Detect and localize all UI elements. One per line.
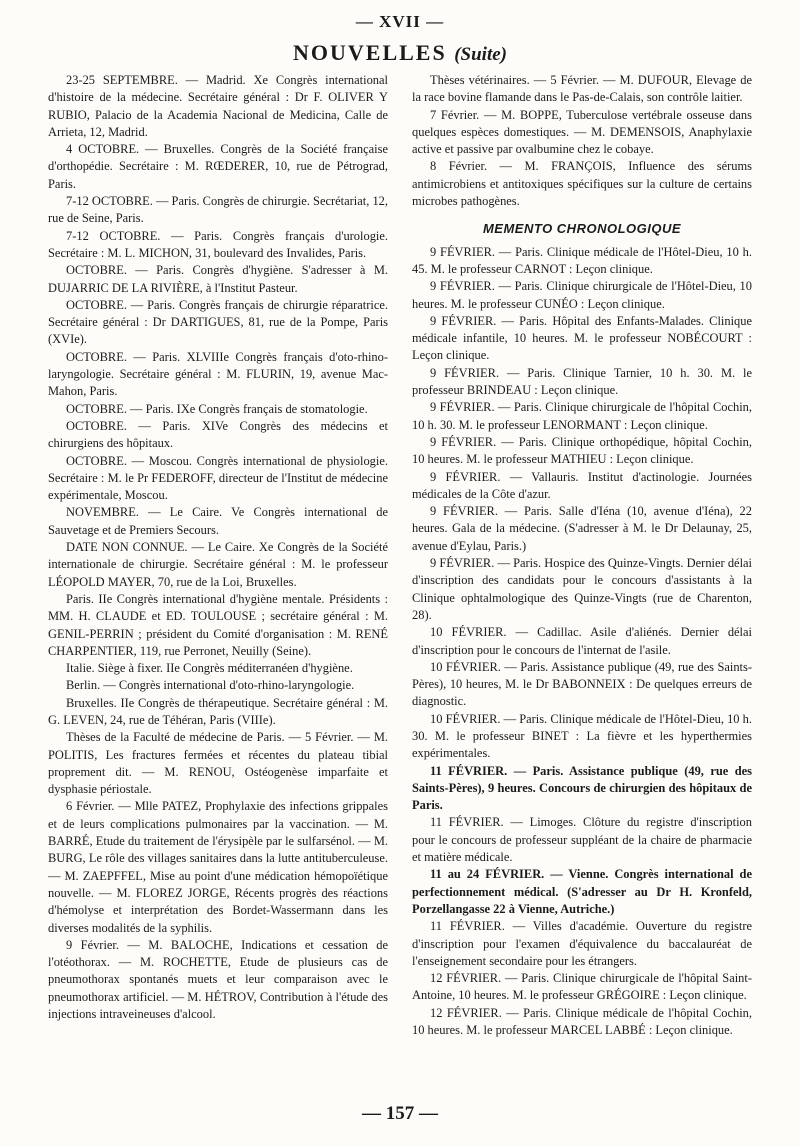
news-item: Berlin. — Congrès international d'oto-rhino-laryngologie. — [66, 678, 355, 693]
page-title — [0, 40, 800, 66]
news-item: Paris. IIe Congrès international d'hygiène mentale. Présidents : MM. H. CLAUDE et ED. TOULOUSE ; secrétaire général : M. GENIL-PERRIN ; président du Comité d'organisation : M. RENÉ CHARPENTIER, 119, rue Perronet, Neuilly (Seine). — [48, 591, 388, 658]
news-item: 23-25 SEPTEMBRE. — Madrid. Xe Congrès international d'histoire de la médecine. Secrétaire général : Dr F. OLIVER Y RUBIO, Palacio de la Academia Nacional de Medicina, Calle de Arrieta, 12, Madrid. — [48, 73, 388, 139]
news-item: Italie. Siège à fixer. IIe Congrès méditerranéen d'hygiène. — [66, 661, 353, 676]
right-column — [412, 72, 752, 1039]
memento-item: 12 FÉVRIER. — Paris. Clinique chirurgicale de l'hôpital Saint-Antoine, 10 heures. M. le professeur GRÉGOIRE : Leçon clinique. — [412, 971, 752, 1003]
news-item: OCTOBRE. — Paris. XLVIIIe Congrès français d'oto-rhino-laryngologie. Secrétaire général : M. FLURIN, 19, avenue Mac-Mahon, Paris. — [48, 349, 388, 399]
memento-item: 9 FÉVRIER. — Paris. Clinique chirurgicale de l'Hôtel-Dieu, 10 heures. M. le professeur CUNÉO : Leçon clinique. — [412, 279, 752, 311]
theses-item: 9 Février. — M. BALOCHE, Indications et cessation de l'otéothorax. — M. ROCHETTE, Etude de plusieurs cas de pneumothorax spontanés muets et leur comparaison avec le pneumothorax artificiel. — M. HÉTROV, Contribution à l'étude des injections intraveineuses d'alcool. — [48, 937, 388, 1022]
page-number-footer: — 157 — — [362, 1103, 438, 1124]
memento-item: 11 FÉVRIER. — Villes d'académie. Ouverture du registre d'inscription pour l'examen d'équivalence du baccalauréat de l'enseignement secondaire pour les étrangers. — [412, 919, 752, 968]
news-item: NOVEMBRE. — Le Caire. Ve Congrès international de Sauvetage et de Premiers Secours. — [48, 505, 388, 537]
memento-item: 9 FÉVRIER. — Paris. Salle d'Iéna (10, avenue d'Iéna), 22 heures. Gala de la médecine. (S'adresser à M. le Dr Delaunay, 25, avenue d'Eylau, Paris.) — [412, 504, 752, 553]
news-item: 7-12 OCTOBRE. — Paris. Congrès français d'urologie. Secrétaire : M. L. MICHON, 31, boulevard des Invalides, Paris. — [48, 228, 388, 260]
news-item: OCTOBRE. — Paris. XIVe Congrès des médecins et chirurgiens des hôpitaux. — [48, 418, 388, 451]
memento-item: 10 FÉVRIER. — Paris. Assistance publique (49, rue des Saints-Pères), 10 heures, M. le Dr BABONNEIX : De quelques erreurs de diagnostic. — [412, 659, 752, 709]
memento-heading: MEMENTO CHRONOLOGIQUE — [482, 221, 682, 237]
title-suffix: (Suite) — [454, 44, 507, 65]
memento-item: 11 au 24 FÉVRIER. — Vienne. Congrès international de perfectionnement médical. (S'adresser au Dr H. Kronfeld, Porzellangasse 22 à Vienne, Autriche.) — [412, 867, 752, 916]
memento-item: 11 FÉVRIER. — Paris. Assistance publique (49, rue des Saints-Pères), 9 heures. Concours de chirurgien des hôpitaux de Paris. — [412, 763, 752, 813]
page-roman-number: — XVII — — [355, 12, 445, 31]
memento-item: 11 FÉVRIER. — Limoges. Clôture du registre d'inscription pour le concours de professeur suppléant de la chaire de pharmacie et matière médicale. — [412, 815, 752, 865]
left-column — [48, 72, 388, 1023]
theses-veterinaires-item: 8 Février. — M. FRANÇOIS, Influence des sérums antimicrobiens et antitoxiques spécifiques sur la culture de certains microbes pathogènes. — [412, 159, 752, 209]
memento-item: 9 FÉVRIER. — Vallauris. Institut d'actinologie. Journées médicales de la Côte d'azur. — [412, 469, 752, 501]
news-item: OCTOBRE. — Moscou. Congrès international de physiologie. Secrétaire : M. le Pr FEDEROFF, directeur de l'Institut de médecine expérimentale, Moscou. — [48, 453, 388, 503]
news-item: OCTOBRE. — Paris. IXe Congrès français de stomatologie. — [66, 401, 368, 416]
theses-veterinaires-item: 7 Février. — M. BOPPE, Tuberculose vertébrale osseuse dans quelques espèces domestiques. — M. DEMENSOIS, Anaphylaxie active et passive par ovalbumine chez le cobaye. — [412, 107, 752, 157]
news-item: OCTOBRE. — Paris. Congrès d'hygiène. S'adresser à M. DUJARRIC DE LA RIVIÈRE, à l'Institut Pasteur. — [48, 263, 388, 295]
theses-item: 6 Février. — Mlle PATEZ, Prophylaxie des infections grippales et de leurs complications pulmonaires par la vaccination. — M. BARRÉ, Etude du traitement de l'érysipèle par le sulfarsénol. — M. BURG, Le rôle des villages sanitaires dans la lutte antituberculeuse. — M. ZAEPFFEL, Mise au point d'une médication hémopoïétique nouvelle. — M. FLOREZ JORGE, Récents progrès des réactions d'hémolyse et interprétation des Bordet-Wassermann dans les diverses modalités de la syphilis. — [48, 799, 388, 935]
memento-item: 12 FÉVRIER. — Paris. Clinique médicale de l'hôpital Cochin, 10 heures. M. le professeur MARCEL LABBÉ : Leçon clinique. — [412, 1005, 752, 1038]
news-item: 4 OCTOBRE. — Bruxelles. Congrès de la Société française d'orthopédie. Secrétaire : M. RŒDERER, 10, rue de Pétrograd, Paris. — [48, 142, 388, 191]
theses-veterinaires-item: Thèses vétérinaires. — 5 Février. — M. DUFOUR, Elevage de la race bovine flamande dans le Pas-de-Calais, son contrôle laitier. — [412, 73, 752, 105]
news-item: DATE NON CONNUE. — Le Caire. Xe Congrès de la Société internationale de chirurgie. Secrétaire général : M. le professeur LÉOPOLD MAYER, 70, rue de la Loi, Bruxelles. — [48, 540, 388, 589]
title-text: NOUVELLES — [293, 40, 447, 65]
news-item: Bruxelles. IIe Congrès de thérapeutique. Secrétaire général : M. G. LEVEN, 24, rue de Téhéran, Paris (VIIIe). — [48, 695, 388, 727]
memento-item: 9 FÉVRIER. — Paris. Clinique Tarnier, 10 h. 30. M. le professeur BRINDEAU : Leçon clinique. — [412, 365, 752, 398]
news-item: OCTOBRE. — Paris. Congrès français de chirurgie réparatrice. Secrétaire général : Dr DARTIGUES, 81, rue de la Pompe, Paris (XVIe). — [48, 297, 388, 347]
memento-item: 9 FÉVRIER. — Paris. Hôpital des Enfants-Malades. Clinique médicale infantile, 10 heures. M. le professeur NOBÉCOURT : Leçon clinique. — [412, 313, 752, 363]
memento-item: 9 FÉVRIER. — Paris. Clinique chirurgicale de l'hôpital Cochin, 10 h. 30. M. le professeur LENORMANT : Leçon clinique. — [412, 400, 752, 432]
memento-item: 9 FÉVRIER. — Paris. Clinique orthopédique, hôpital Cochin, 10 heures. M. le professeur MATHIEU : Leçon clinique. — [412, 434, 752, 467]
memento-item: 9 FÉVRIER. — Paris. Hospice des Quinze-Vingts. Dernier délai d'inscription des candidats pour le concours d'assistants à la Clinique ophtalmologique des Quinze-Vingts (rue de Charenton, 28). — [412, 556, 752, 622]
memento-item: 10 FÉVRIER. — Cadillac. Asile d'aliénés. Dernier délai d'inscription pour le concours de l'internat de l'asile. — [412, 625, 752, 657]
memento-item: 9 FÉVRIER. — Paris. Clinique médicale de l'Hôtel-Dieu, 10 h. 45. M. le professeur CARNOT : Leçon clinique. — [412, 244, 752, 276]
theses-item: Thèses de la Faculté de médecine de Paris. — 5 Février. — M. POLITIS, Les fractures fermées et récentes du plateau tibial proprement dit. — M. RENOU, Ostéogenèse imparfaite et dysphasie périostale. — [48, 730, 388, 797]
news-item: 7-12 OCTOBRE. — Paris. Congrès de chirurgie. Secrétariat, 12, rue de Seine, Paris. — [48, 194, 388, 226]
memento-item: 10 FÉVRIER. — Paris. Clinique médicale de l'Hôtel-Dieu, 10 h. 30. M. le professeur BINET : La fièvre et les hyperthermies expérimentales. — [412, 711, 752, 761]
